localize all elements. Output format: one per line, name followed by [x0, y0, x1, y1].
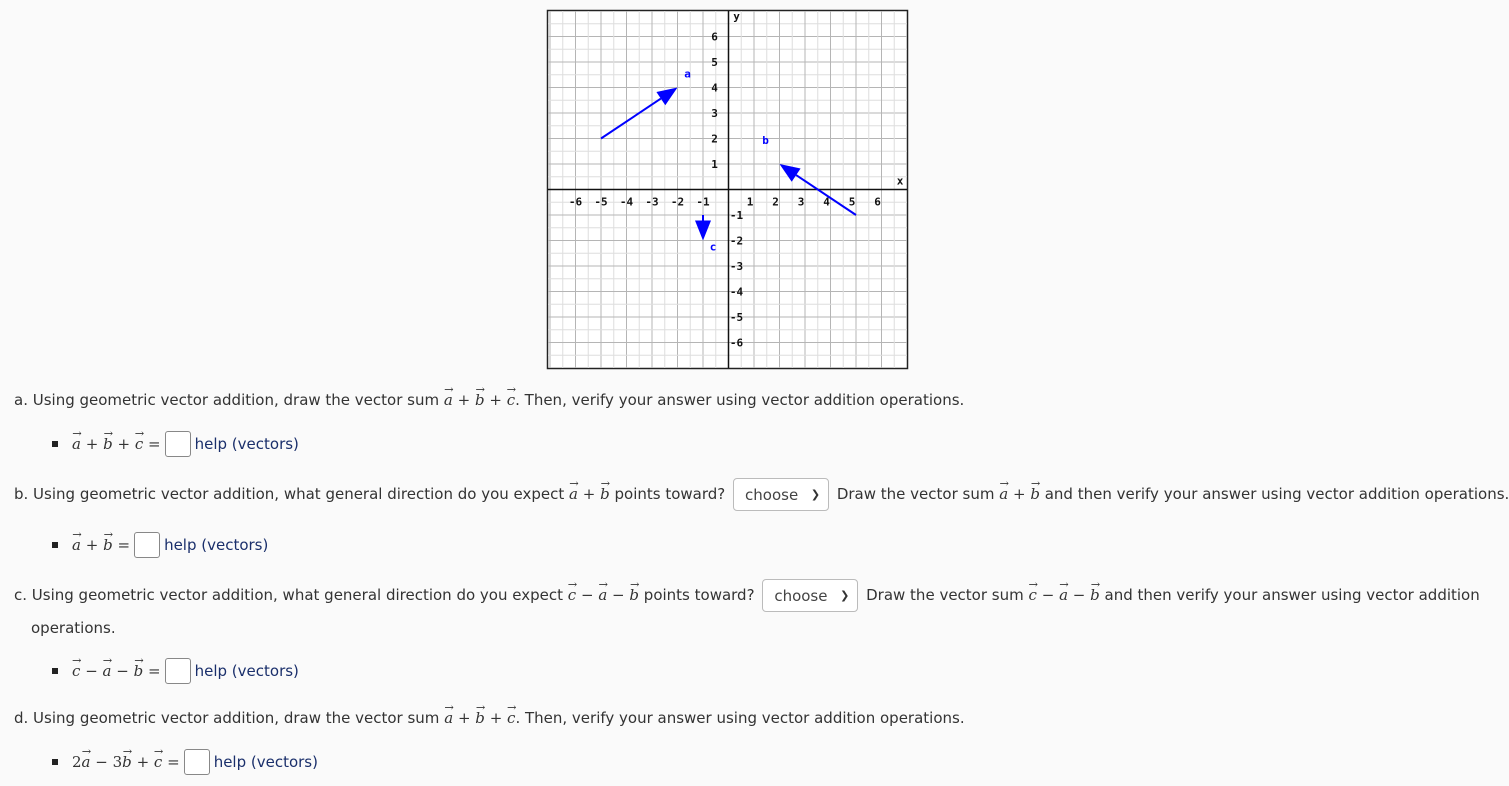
help-vectors-link[interactable]: help (vectors) — [213, 753, 318, 771]
vector-c-label: c — [709, 240, 717, 254]
math-c-a-b: → c − → a − → b — [1029, 586, 1100, 604]
bullet — [52, 759, 58, 765]
graph-svg — [547, 10, 908, 369]
question-c: c. Using geometric vector addition, what general direction do you expect → c − → a − → b points toward? choose ❯ Draw the vector sum → c − → a − → b and then verify your answer using vector addition — [14, 579, 1480, 612]
math-expression: → a + → b = — [72, 536, 130, 554]
y-tick-label: 5 — [711, 56, 718, 69]
math-a-b: → a + → b — [569, 485, 610, 503]
x-tick-label: -2 — [670, 195, 685, 209]
math-expression: 2→ a − 3→ b + → c = — [72, 753, 180, 771]
y-tick-label: -3 — [729, 260, 744, 273]
math-a-b-c: → a + → b + → c — [444, 391, 515, 409]
answer-input-a[interactable] — [165, 431, 191, 457]
question-c-line2: operations. — [31, 619, 116, 637]
help-vectors-link[interactable]: help (vectors) — [194, 662, 299, 680]
math-a-b-c: → a + → b + → c — [444, 709, 515, 727]
question-a: a. Using geometric vector addition, draw the vector sum → a + → b + → c. Then, verify your answer using vector addition operations. — [14, 391, 964, 409]
math-c-a-b: → c − → a − → b — [568, 586, 639, 604]
chevron-down-icon: ❯ — [840, 589, 850, 602]
x-tick-label: -3 — [645, 195, 659, 209]
x-tick-label: -5 — [594, 195, 608, 209]
y-tick-label: 4 — [711, 81, 718, 95]
x-tick-label: 6 — [874, 195, 881, 209]
y-tick-label: 3 — [711, 107, 718, 120]
answer-input-b[interactable] — [134, 532, 160, 558]
x-tick-label: 5 — [848, 195, 856, 209]
bullet — [52, 441, 58, 447]
y-axis-label: y — [733, 10, 740, 23]
y-tick-label: -5 — [729, 311, 744, 324]
answer-row-b — [52, 532, 268, 558]
answer-input-d[interactable] — [184, 749, 210, 775]
vector-b-label: b — [762, 134, 769, 147]
y-tick-label: 1 — [711, 158, 718, 171]
x-tick-label: 2 — [772, 195, 779, 209]
x-tick-label: -4 — [619, 195, 634, 209]
y-tick-label: 6 — [711, 30, 718, 44]
math-a-b: → a + → b — [999, 485, 1040, 503]
answer-input-c[interactable] — [165, 658, 191, 684]
math-expression: → c − → a − → b = — [72, 662, 161, 680]
bullet — [52, 542, 58, 548]
vector-graph — [547, 10, 908, 369]
x-tick-label: 1 — [746, 195, 754, 209]
answer-row-d — [52, 749, 318, 775]
bullet — [52, 668, 58, 674]
math-expression: → a + → b + → c = — [72, 435, 161, 453]
answer-row-c — [52, 658, 299, 684]
vector-a-label: a — [684, 67, 691, 81]
direction-select-c[interactable]: choose ❯ — [762, 579, 858, 612]
help-vectors-link[interactable]: help (vectors) — [164, 536, 269, 554]
chevron-down-icon: ❯ — [810, 488, 821, 501]
y-tick-label: -4 — [729, 285, 744, 299]
y-tick-label: -6 — [729, 336, 744, 350]
question-b: b. Using geometric vector addition, what general direction do you expect → a + → b points toward? choose ❯ Draw the vector sum → a + → b and then verify your answer using vector addition operations. — [14, 478, 1509, 511]
x-tick-label: -1 — [696, 195, 710, 209]
x-tick-label: 3 — [797, 195, 805, 209]
y-tick-label: -2 — [729, 234, 744, 248]
y-tick-label: -1 — [729, 209, 744, 222]
x-tick-label: 4 — [823, 195, 830, 209]
y-tick-label: 2 — [711, 132, 718, 146]
answer-row-a — [52, 431, 299, 457]
x-axis-label: x — [896, 174, 904, 188]
help-vectors-link[interactable]: help (vectors) — [194, 435, 299, 453]
question-d: d. Using geometric vector addition, draw the vector sum → a + → b + → c. Then, verify your answer using vector addition operations. — [14, 709, 965, 727]
direction-select-b[interactable]: choose ❯ — [733, 478, 829, 511]
x-tick-label: -6 — [568, 195, 583, 209]
